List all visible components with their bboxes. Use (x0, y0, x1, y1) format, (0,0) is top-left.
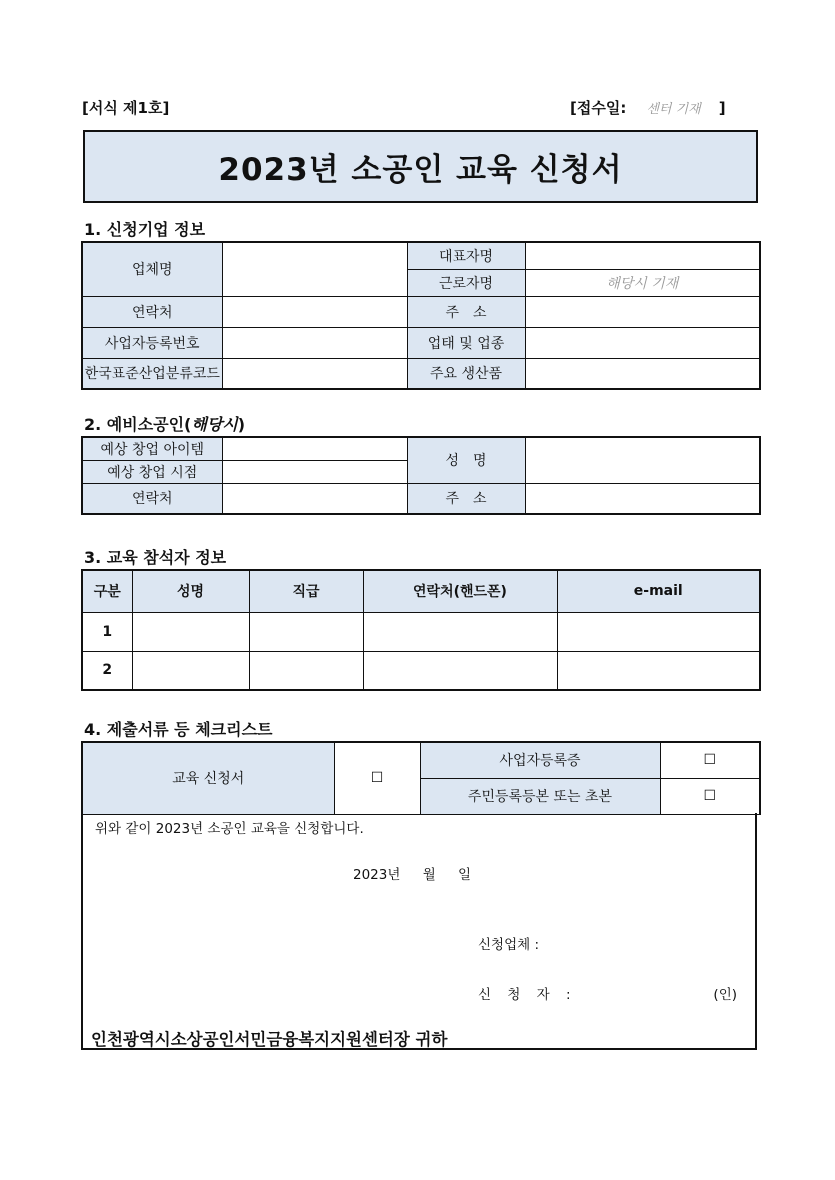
resident-copy-label: 주민등록등본 또는 초본 (420, 778, 660, 814)
biz-reg-no-label: 사업자등록번호 (82, 327, 222, 358)
company-info-table (81, 241, 761, 390)
attendee-table (81, 569, 761, 691)
ksic-code-label: 한국표준산업분류코드 (82, 358, 222, 389)
col-header-name: 성명 (132, 570, 249, 612)
address-field[interactable] (525, 296, 760, 327)
contact-field[interactable] (222, 296, 407, 327)
application-checkbox[interactable]: ☐ (334, 742, 420, 814)
name-field[interactable] (525, 437, 760, 483)
table-row (82, 612, 760, 651)
prospective-contact-field[interactable] (222, 483, 407, 514)
section3-heading: 3. 교육 참석자 정보 (84, 548, 227, 567)
section2-heading-italic: 해당시 (191, 415, 238, 434)
prospective-contact-label: 연락처 (82, 483, 222, 514)
table-row (82, 651, 760, 690)
attendee-position-field[interactable] (249, 612, 363, 651)
form-number: [서식 제1호] (82, 99, 170, 117)
receipt-note: 센터 기재 (646, 102, 701, 117)
col-header-email: e-mail (557, 570, 760, 612)
section1-heading: 1. 신청기업 정보 (84, 220, 206, 239)
section4-heading: 4. 제출서류 등 체크리스트 (84, 720, 273, 739)
prospective-info-table (81, 436, 761, 515)
main-products-label: 주요 생산품 (407, 358, 525, 389)
workers-field[interactable]: 해당시 기재 (525, 269, 760, 296)
attendee-phone-field[interactable] (363, 651, 557, 690)
attendee-position-field[interactable] (249, 651, 363, 690)
ksic-code-field[interactable] (222, 358, 407, 389)
page-title: 2023년 소공인 교육 신청서 (83, 130, 758, 203)
applicant-label: 신 청 자 : (478, 987, 577, 1003)
expected-item-field[interactable] (222, 437, 407, 460)
checklist-table (81, 741, 761, 815)
company-name-field[interactable] (222, 242, 407, 296)
biz-reg-no-field[interactable] (222, 327, 407, 358)
main-products-field[interactable] (525, 358, 760, 389)
seal-mark: (인) (713, 987, 737, 1003)
attendee-phone-field[interactable] (363, 612, 557, 651)
row-number: 2 (82, 651, 132, 690)
section2-heading-close: ) (237, 415, 246, 434)
name-label: 성 명 (407, 437, 525, 483)
row-number: 1 (82, 612, 132, 651)
section2-heading-main: 2. 예비소공인( (84, 415, 192, 434)
applicant-company-label: 신청업체 : (478, 937, 540, 953)
col-header-position: 직급 (249, 570, 363, 612)
application-label: 교육 신청서 (82, 742, 334, 814)
addressee: 인천광역시소상공인서민금융복지지원센터장 귀하 (91, 1030, 448, 1049)
business-type-field[interactable] (525, 327, 760, 358)
receipt-close: ] (718, 99, 726, 117)
application-date[interactable]: 2023년 월 일 (353, 867, 472, 883)
attendee-email-field[interactable] (557, 612, 760, 651)
declaration-statement: 위와 같이 2023년 소공인 교육을 신청합니다. (95, 821, 364, 837)
business-type-label: 업태 및 업종 (407, 327, 525, 358)
biz-certificate-label: 사업자등록증 (420, 742, 660, 778)
prospective-address-field[interactable] (525, 483, 760, 514)
resident-copy-checkbox[interactable]: ☐ (660, 778, 760, 814)
attendee-name-field[interactable] (132, 651, 249, 690)
col-header-phone: 연락처(핸드폰) (363, 570, 557, 612)
address-label: 주 소 (407, 296, 525, 327)
col-header-no: 구분 (82, 570, 132, 612)
expected-item-label: 예상 창업 아이템 (82, 437, 222, 460)
company-name-label: 업체명 (82, 242, 222, 296)
receipt-label: [접수일: (570, 99, 627, 117)
contact-label: 연락처 (82, 296, 222, 327)
biz-certificate-checkbox[interactable]: ☐ (660, 742, 760, 778)
representative-field[interactable] (525, 242, 760, 269)
attendee-email-field[interactable] (557, 651, 760, 690)
section2-heading (84, 412, 245, 435)
attendee-name-field[interactable] (132, 612, 249, 651)
receipt-date (570, 97, 756, 118)
expected-time-label: 예상 창업 시점 (82, 460, 222, 483)
workers-label: 근로자명 (407, 269, 525, 296)
prospective-address-label: 주 소 (407, 483, 525, 514)
expected-time-field[interactable] (222, 460, 407, 483)
declaration-box (81, 813, 757, 1050)
representative-label: 대표자명 (407, 242, 525, 269)
